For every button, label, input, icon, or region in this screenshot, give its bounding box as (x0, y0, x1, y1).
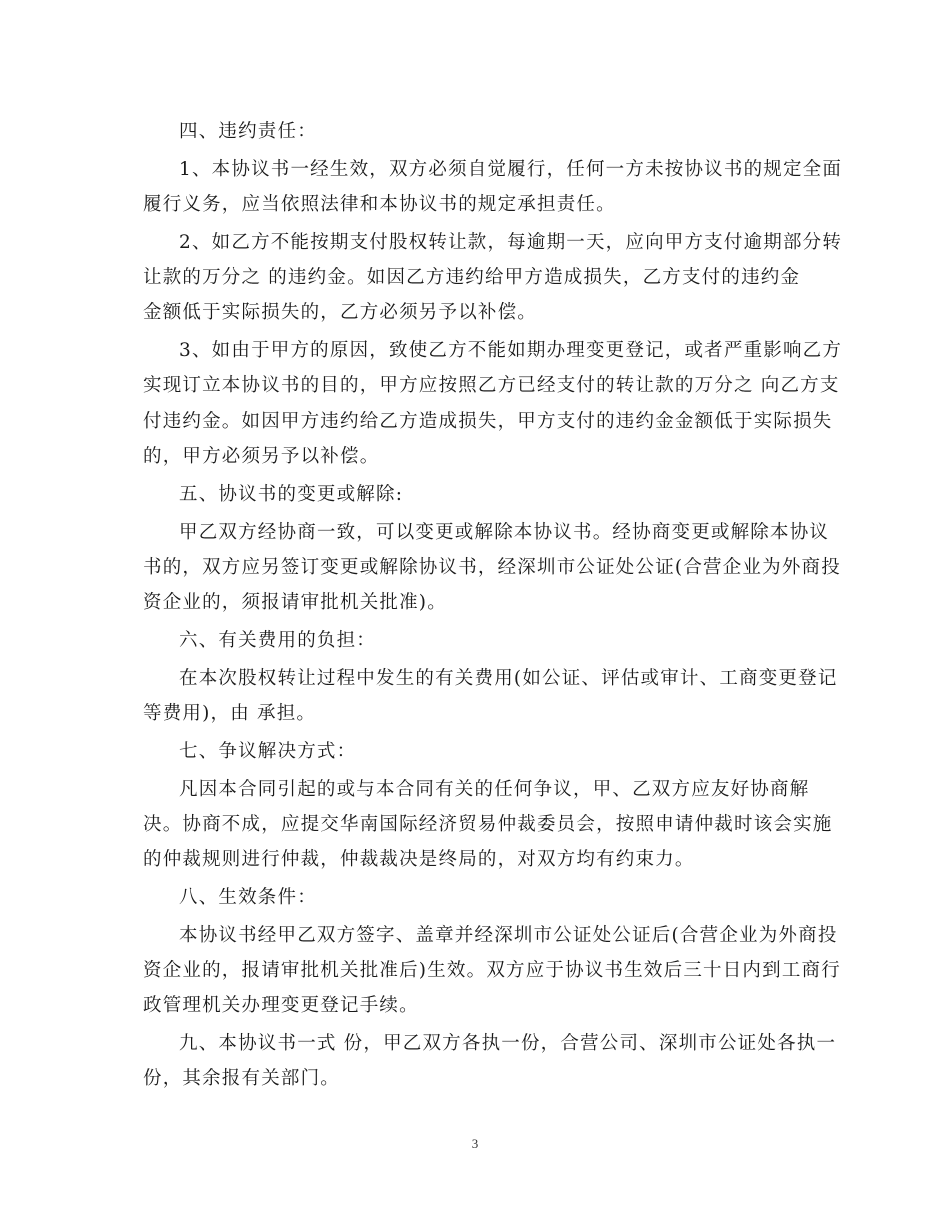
text-line: 的，甲方必须另予以补偿。 (143, 446, 380, 467)
text-line: 2、如乙方不能按期支付股权转让款，每逾期一天，应向甲方支付逾期部分转 (179, 232, 843, 253)
section-heading-effectiveness: 八、生效条件： (179, 887, 317, 908)
text-line: 在本次股权转让过程中发生的有关费用(如公证、评估或审计、工商变更登记 (179, 668, 838, 689)
text-line: 书的，双方应另签订变更或解除协议书，经深圳市公证处公证(合营企业为外商投 (143, 557, 841, 578)
text-line: 付违约金。如因甲方违约给乙方造成损失，甲方支付的违约金金额低于实际损失 (143, 411, 833, 432)
text-line: 3、如由于甲方的原因，致使乙方不能如期办理变更登记，或者严重影响乙方 (179, 340, 843, 361)
text-line: 等费用)，由 承担。 (143, 703, 317, 724)
section-heading-amendment: 五、协议书的变更或解除: (179, 484, 404, 505)
text-line: 资企业的，报请审批机关批准后)生效。双方应于协议书生效后三十日内到工商行 (143, 960, 841, 981)
text-line: 本协议书经甲乙双方签字、盖章并经深圳市公证处公证后(合营企业为外商投 (179, 925, 838, 946)
text-line: 的仲裁规则进行仲裁，仲裁裁决是终局的，对双方均有约束力。 (143, 849, 695, 870)
text-line: 金额低于实际损失的，乙方必须另予以补偿。 (143, 302, 538, 323)
text-line: 凡因本合同引起的或与本合同有关的任何争议，甲、乙双方应友好协商解 (179, 779, 810, 800)
text-line: 让款的万分之 的违约金。如因乙方违约给甲方造成损失，乙方支付的违约金 (143, 267, 801, 288)
text-line: 履行义务，应当依照法律和本协议书的规定承担责任。 (143, 194, 616, 215)
section-heading-dispute: 七、争议解决方式： (179, 741, 357, 762)
text-line: 资企业的，须报请审批机关批准)。 (143, 592, 447, 613)
text-line: 实现订立本协议书的目的，甲方应按照乙方已经支付的转让款的万分之 向乙方支 (143, 375, 840, 396)
text-line: 九、本协议书一式 份，甲乙双方各执一份，合营公司、深圳市公证处各执一 (179, 1033, 837, 1054)
text-line: 1、本协议书一经生效，双方必须自觉履行，任何一方未按协议书的规定全面 (179, 159, 843, 180)
text-line: 甲乙双方经协商一致，可以变更或解除本协议书。经协商变更或解除本协议 (179, 522, 830, 543)
page-number: 3 (471, 1136, 479, 1151)
section-heading-expenses: 六、有关费用的负担： (179, 630, 377, 651)
text-line: 决。协商不成，应提交华南国际经济贸易仲裁委员会，按照申请仲裁时该会实施 (143, 814, 833, 835)
section-heading-breach-liability: 四、违约责任： (179, 121, 317, 142)
text-line: 份，其余报有关部门。 (143, 1068, 341, 1089)
text-line: 政管理机关办理变更登记手续。 (143, 995, 419, 1016)
